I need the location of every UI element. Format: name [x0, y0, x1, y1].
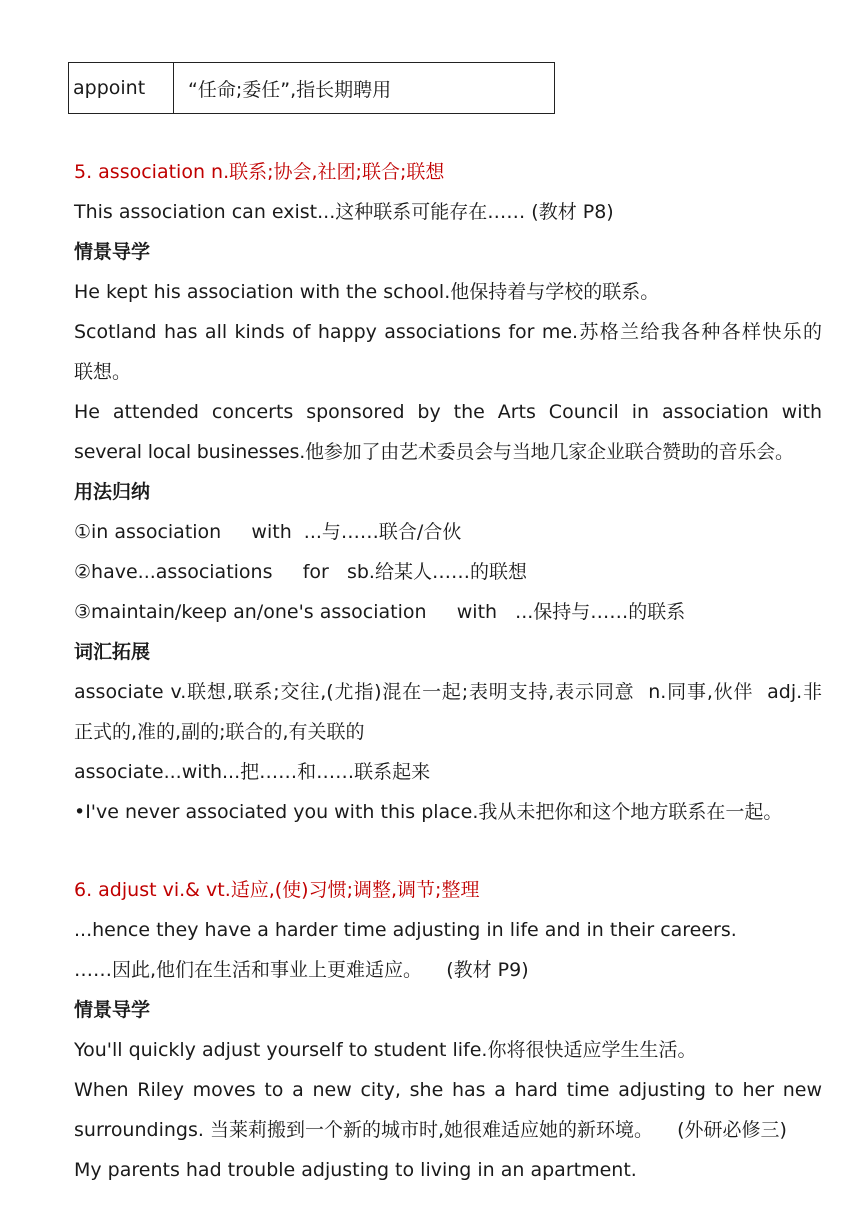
vocab-definition-continued: 正式的,准的,副的;联合的,有关联的	[74, 721, 365, 743]
example-sentence-continued: surroundings. 当莱莉搬到一个新的城市时,她很难适应她的新环境。 (外研必修三)	[74, 1119, 787, 1141]
vocab-table	[68, 62, 555, 114]
entry-heading-adjust: 6. adjust vi.& vt.适应,(使)习惯;调整,调节;整理	[74, 879, 480, 901]
textbook-source-line: This association can exist...这种联系可能存在…… (教材 P8)	[74, 201, 614, 223]
section-heading-context: 情景导学	[74, 999, 151, 1021]
section-heading-vocab: 词汇拓展	[74, 641, 151, 663]
usage-item: ③maintain/keep an/one's association with ...保持与……的联系	[74, 601, 686, 623]
textbook-source-line: ...hence they have a harder time adjusting in life and in their careers.	[74, 919, 737, 941]
usage-item: ②have...associations for sb.给某人……的联想	[74, 561, 527, 583]
usage-item: ①in association with ...与……联合/合伙	[74, 521, 462, 543]
vocab-definition: associate v.联想,联系;交往,(尤指)混在一起;表明支持,表示同意 n.同事,伙伴 adj.非	[74, 681, 822, 703]
vocab-phrase: associate...with...把……和……联系起来	[74, 761, 431, 783]
example-sentence: Scotland has all kinds of happy associations for me.苏格兰给我各种各样快乐的	[74, 321, 822, 343]
section-heading-usage: 用法归纳	[74, 481, 151, 503]
example-sentence: He kept his association with the school.他保持着与学校的联系。	[74, 281, 660, 303]
table-row	[69, 63, 555, 114]
table-cell-word: appoint	[69, 63, 174, 114]
table-cell-meaning: “任命;委任”,指长期聘用	[174, 63, 555, 114]
example-sentence-continued: 联想。	[74, 361, 132, 383]
example-sentence: My parents had trouble adjusting to living in an apartment.	[74, 1159, 637, 1181]
example-sentence: When Riley moves to a new city, she has a hard time adjusting to her new	[74, 1079, 822, 1101]
example-sentence-continued: several local businesses.他参加了由艺术委员会与当地几家企业联合赞助的音乐会。	[74, 441, 794, 463]
entry-heading-association: 5. association n.联系;协会,社团;联合;联想	[74, 161, 445, 183]
example-sentence: You'll quickly adjust yourself to student life.你将很快适应学生生活。	[74, 1039, 697, 1061]
vocab-example: •I've never associated you with this place.我从未把你和这个地方联系在一起。	[74, 801, 783, 823]
section-heading-context: 情景导学	[74, 241, 151, 263]
example-sentence: He attended concerts sponsored by the Arts Council in association with	[74, 401, 822, 423]
textbook-source-translation: ……因此,他们在生活和事业上更难适应。 (教材 P9)	[74, 959, 529, 981]
